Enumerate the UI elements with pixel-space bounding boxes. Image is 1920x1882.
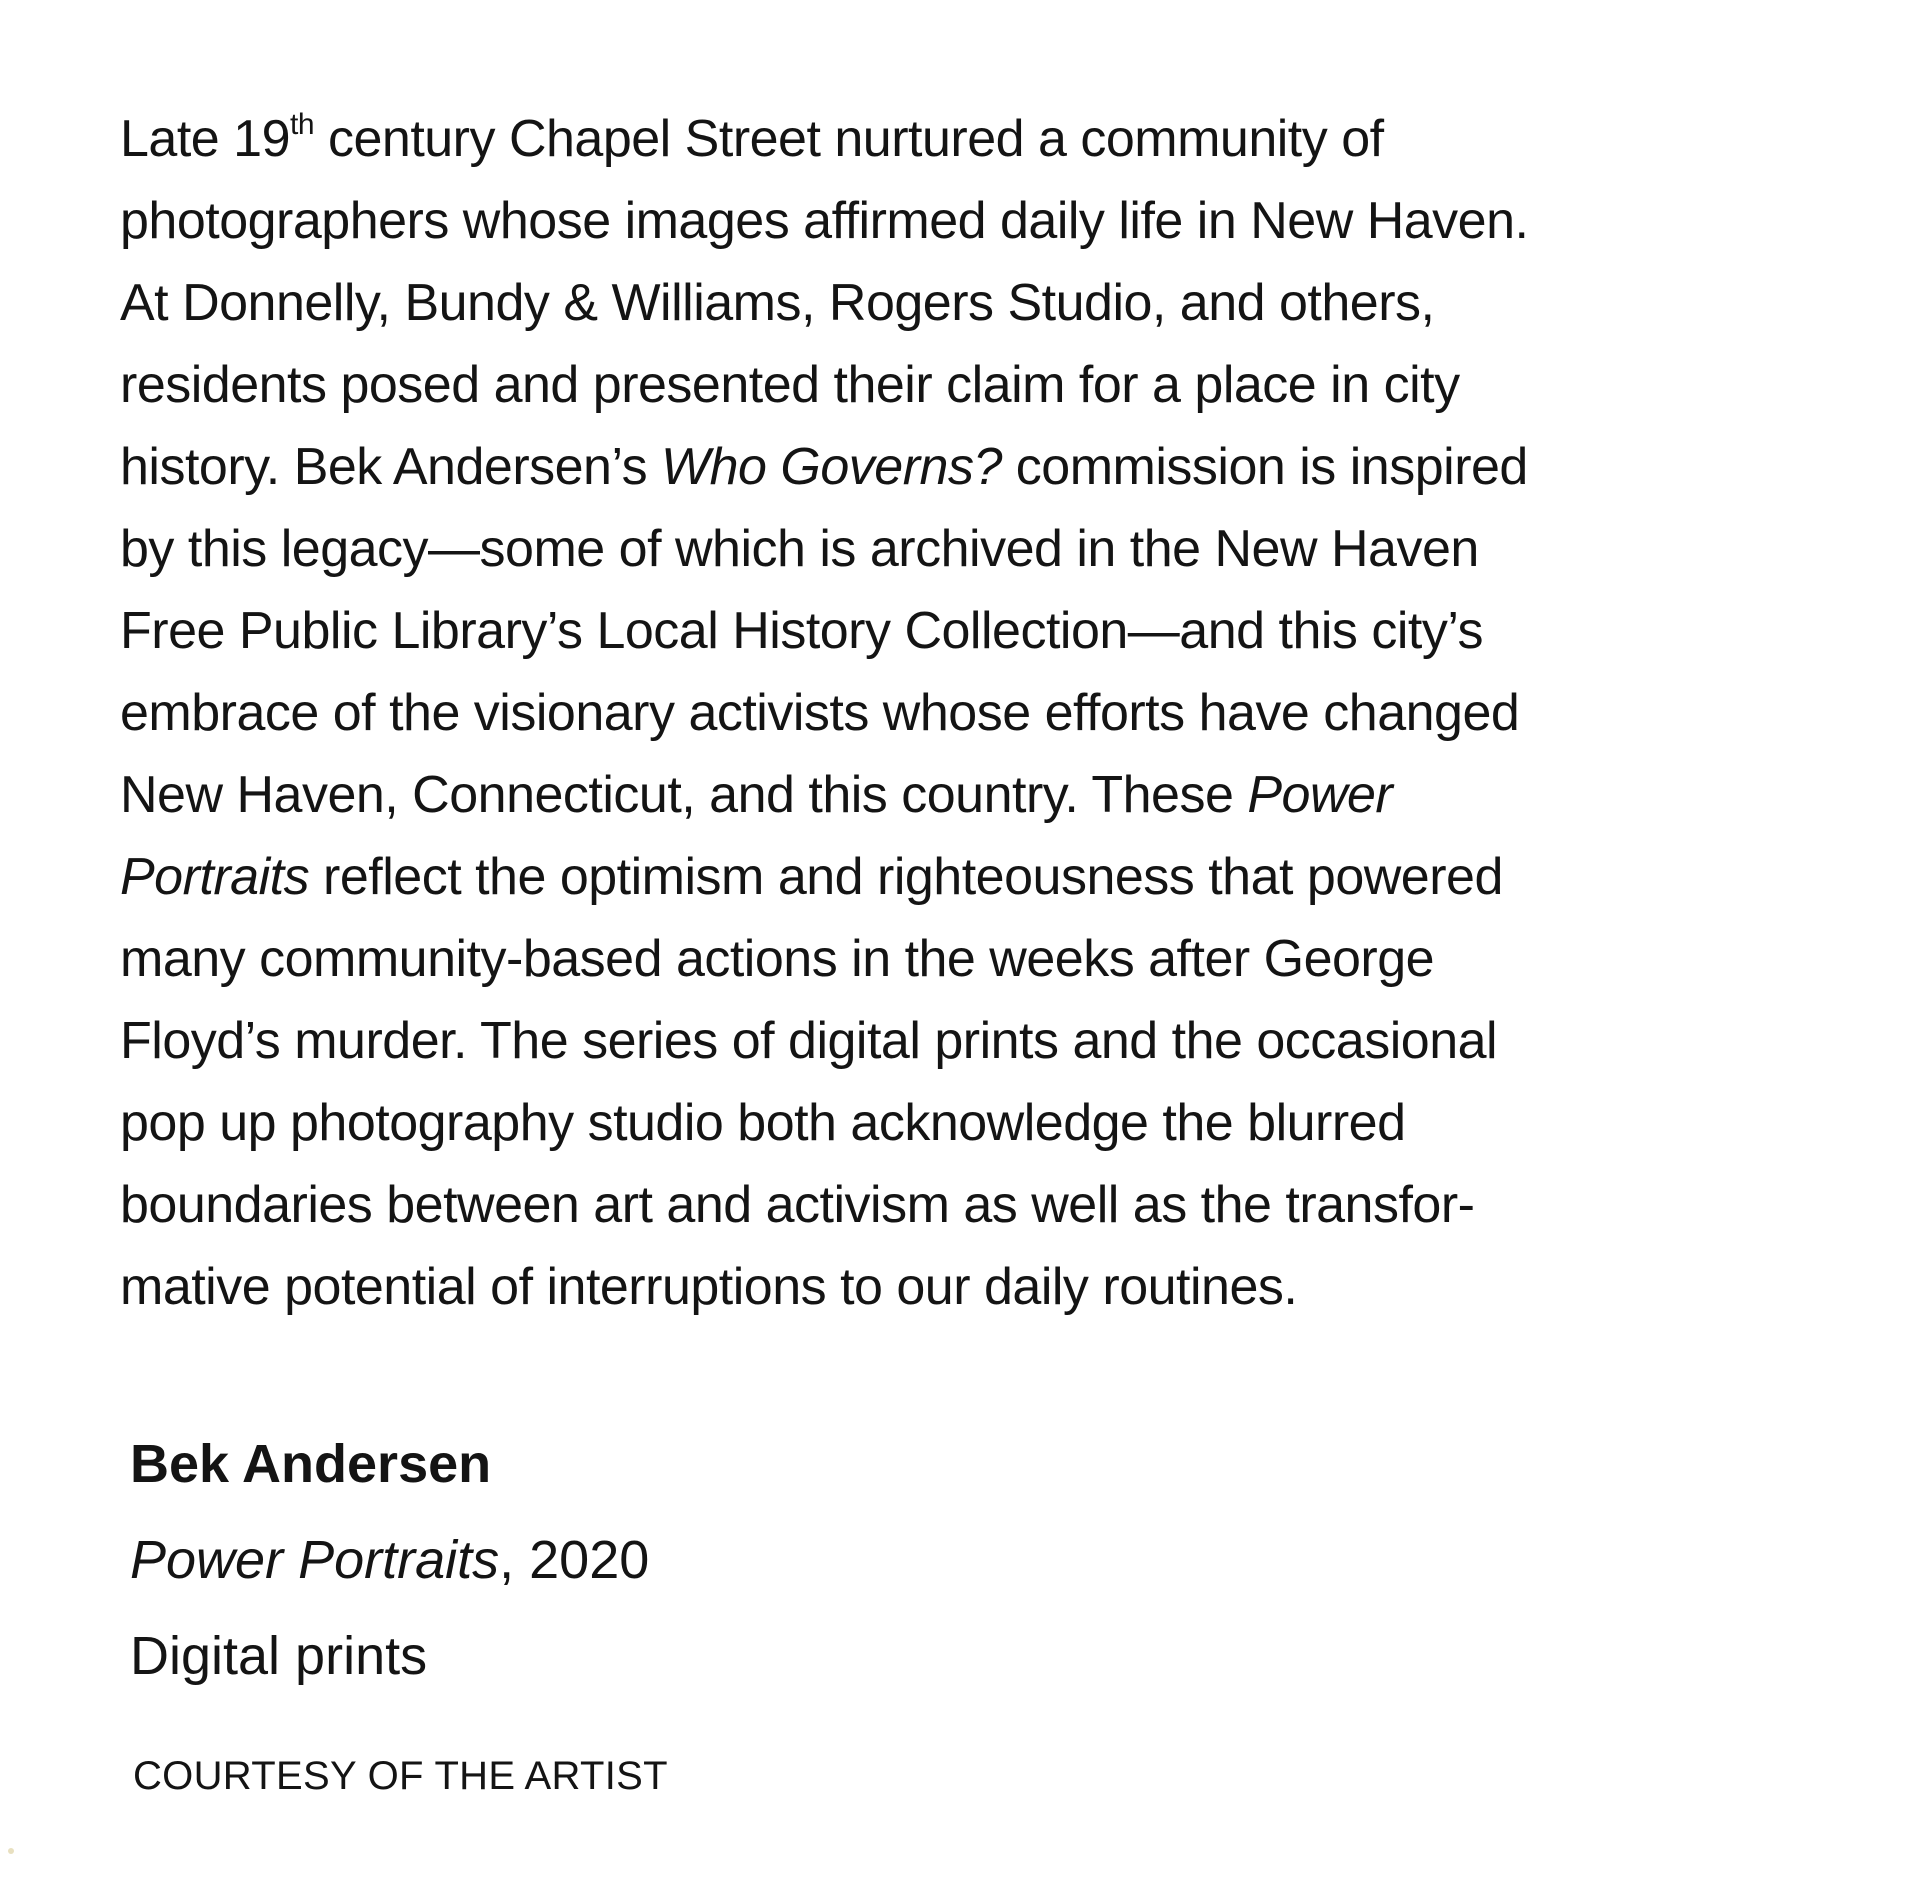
statement-line: At Donnelly, Bundy & Williams, Rogers Studio, and others, (120, 274, 1435, 332)
artwork-title-year (130, 1512, 1330, 1608)
statement-line: many community-based actions in the weeks after George (120, 930, 1435, 988)
statement-line: residents posed and presented their claim for a place in city (120, 356, 1460, 414)
statement-line: mative potential of interruptions to our daily routines. (120, 1258, 1298, 1316)
courtesy-line: COURTESY OF THE ARTIST (133, 1754, 668, 1798)
commission-title: Who Governs? (661, 438, 1002, 496)
statement-paragraph (120, 98, 1910, 1328)
artwork-medium: Digital prints (130, 1626, 428, 1686)
statement-line: pop up photography studio both acknowledge the blurred (120, 1094, 1406, 1152)
artwork-credits (130, 1416, 1330, 1704)
series-title-part: Power (1247, 766, 1393, 824)
statement-line: by this legacy—some of which is archived in the New Haven (120, 520, 1479, 578)
series-title-part: Portraits (120, 848, 310, 906)
statement-line: embrace of the visionary activists whose efforts have changed (120, 684, 1520, 742)
statement-line: boundaries between art and activism as well as the transfor- (120, 1176, 1475, 1234)
artist-name: Bek Andersen (130, 1434, 492, 1494)
statement-line: Free Public Library’s Local History Collection—and this city’s (120, 602, 1483, 660)
artwork-year: , 2020 (499, 1530, 650, 1590)
statement-line: photographers whose images affirmed daily life in New Haven. (120, 192, 1529, 250)
paper-speck-decoration (8, 1848, 14, 1854)
statement-line: New Haven, Connecticut, and this country. These Power (120, 766, 1393, 824)
artwork-title: Power Portraits (130, 1530, 500, 1590)
statement-line: Floyd’s murder. The series of digital prints and the occasional (120, 1012, 1498, 1070)
statement-line: history. Bek Andersen’s Who Governs? commission is inspired (120, 438, 1528, 496)
statement-line: Late 19th century Chapel Street nurtured a community of (120, 108, 1384, 168)
statement-line: Portraits reflect the optimism and righteousness that powered (120, 848, 1503, 906)
